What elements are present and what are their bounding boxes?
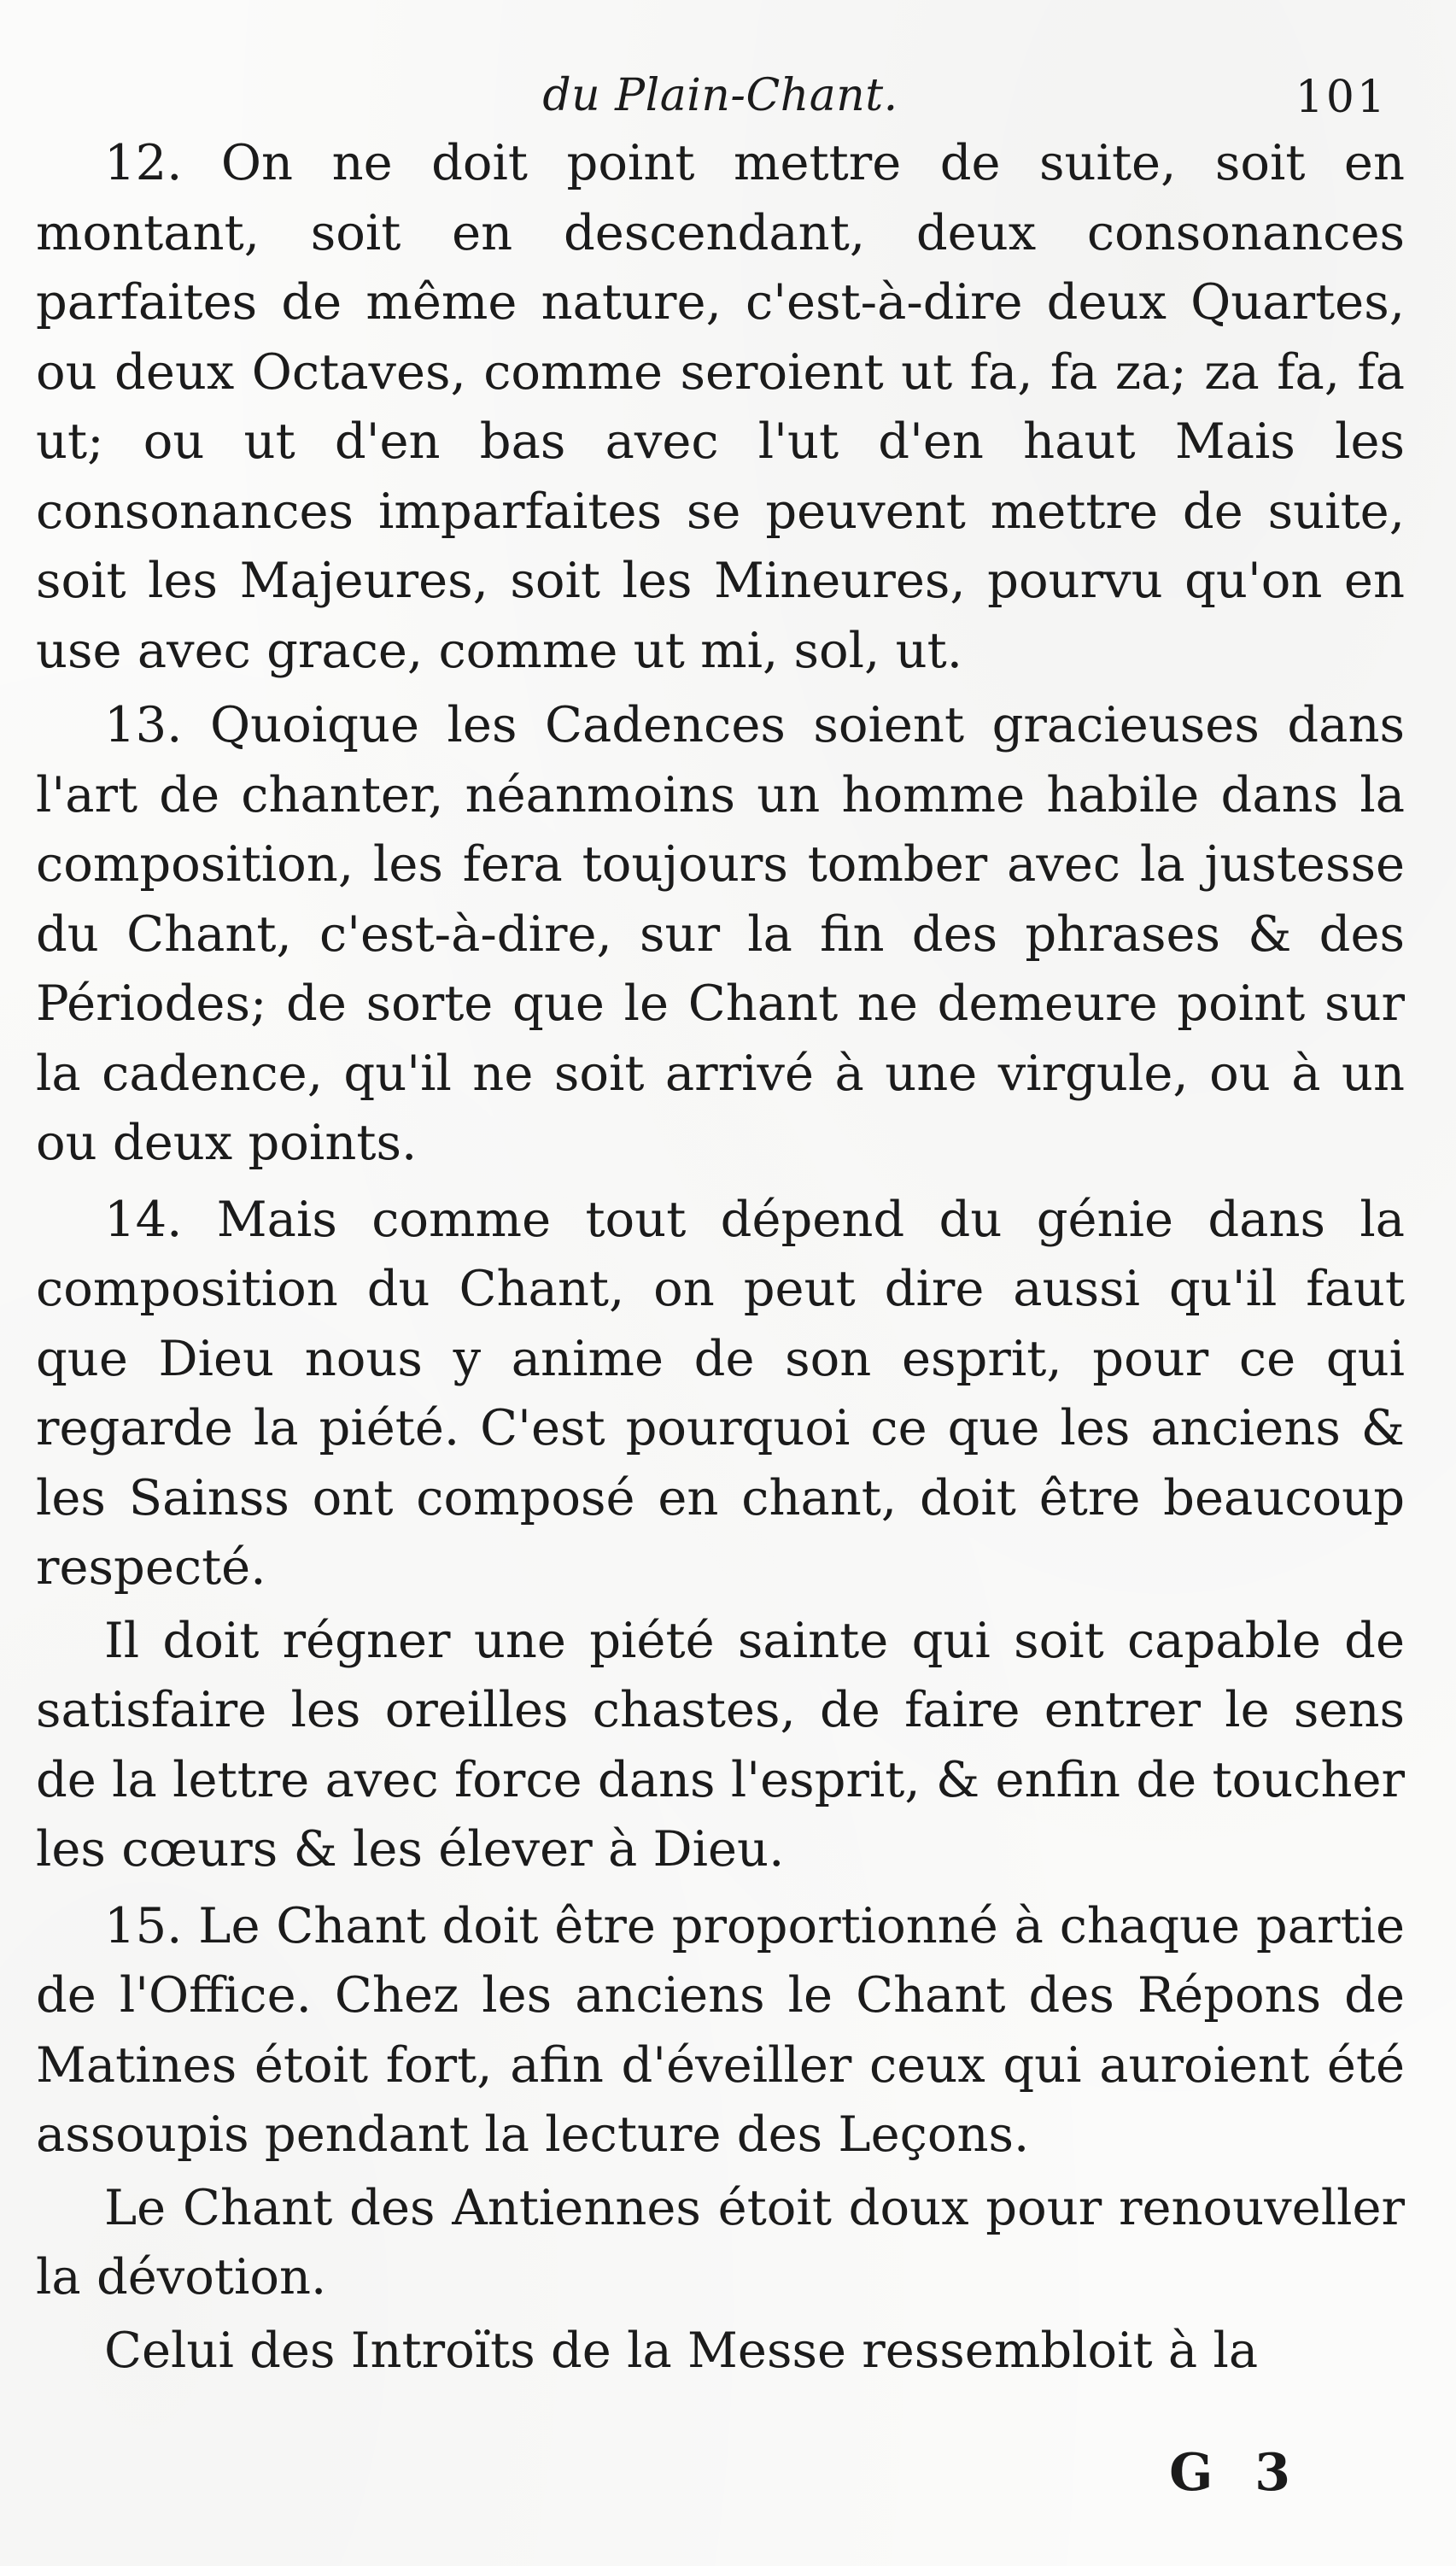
signature-mark: G 3 <box>1169 2443 1302 2503</box>
running-head: du Plain-Chant. <box>542 70 898 121</box>
page-header <box>36 60 1405 128</box>
paragraph-15-introits: Celui des Introïts de la Messe ressembloit à la <box>104 2321 1259 2379</box>
paragraph-15-antiennes: Le Chant des Antiennes étoit doux pour renouveller la dévotion. <box>36 2178 1405 2305</box>
paragraph-14-continued: Il doit régner une piété sainte qui soit capable de satisfaire les oreilles chastes, de faire entrer le sens de la lettre avec force dans l'esprit, & enfin de toucher les cœurs & les élever à Dieu. <box>36 1611 1405 1878</box>
page-number: 101 <box>1295 72 1388 123</box>
paragraph-14: 14. Mais comme tout dépend du génie dans la composition du Chant, on peut dire aussi qu'il faut que Dieu nous y anime de son esprit, pour ce qui regarde la piété. C'est pourquoi ce que les anciens & les Sainss ont composé en chant, doit être beaucoup respecté. <box>36 1190 1405 1596</box>
paragraph-15: 15. Le Chant doit être proportionné à chaque partie de l'Office. Chez les anciens le Chant des Répons de Matines étoit fort, afin d'éveiller ceux qui auroient été assoupis pendant la lecture des Leçons. <box>36 1896 1405 2163</box>
page-body <box>36 128 1405 2385</box>
paragraph-13: 13. Quoique les Cadences soient gracieuses dans l'art de chanter, néanmoins un homme habile dans la composition, les fera toujours tomber avec la justesse du Chant, c'est-à-dire, sur la fin des phrases & des Périodes; de sorte que le Chant ne demeure point sur la cadence, qu'il ne soit arrivé à une virgule, ou à un ou deux points. <box>36 696 1405 1171</box>
paragraph-12: 12. On ne doit point mettre de suite, soit en montant, soit en descendant, deux consonances parfaites de même nature, c'est-à-dire deux Quartes, ou deux Octaves, comme seroient ut fa, fa za; za fa, fa ut; ou ut d'en bas avec l'ut d'en haut Mais les consonances imparfaites se peuvent mettre de suite, soit les Majeures, soit les Mineures, pourvu qu'on en use avec grace, comme ut mi, sol, ut. <box>36 134 1405 679</box>
